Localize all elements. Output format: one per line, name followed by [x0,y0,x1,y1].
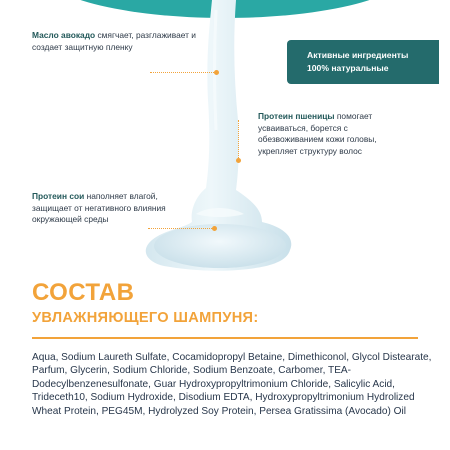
wheat-connector-dot [236,158,241,163]
wheat-note-lead: Протеин пшеницы [258,111,335,121]
ingredients-list: Aqua, Sodium Laureth Sulfate, Cocamidopropyl Betaine, Dimethiconol, Glycol Distearate, Parfum, Glycerin, Sodium Chloride, Sodium Benzoate, Carbomer, TEA-Dodecylbenzenesulfonate, Guar Hydroxypropyltrimonium Chloride, Salicylic Acid, Trideceth10, Sodium Hydroxide, Disodium EDTA, Hydroxypropyltrimonium Hydrolized Wheat Protein, PEG45M, Hydrolyzed Soy Protein, Persea Gratissima (Avocado) Oil [32,352,432,417]
wheat-note [258,111,408,157]
active-badge-line2: 100% натуральные [307,63,389,73]
composition-title: СОСТАВ [32,279,135,306]
soy-connector-h [148,228,214,229]
wheat-connector-v [238,120,239,160]
soy-note [32,191,172,226]
avocado-note-text: смягчает, разглаживает и создает защитную пленку [32,30,196,52]
active-badge-line1: Активные ингредиенты [307,50,409,60]
wheat-note-text: помогает усваиваться, борется с обезвоживанием кожи головы, укрепляет структуру волос [258,111,377,156]
divider [32,337,418,339]
soy-connector-dot [212,226,217,231]
composition-subtitle: УВЛАЖНЯЮЩЕГО ШАМПУНЯ: [32,310,259,326]
avocado-note [32,30,207,53]
active-ingredients-badge [287,40,439,84]
soy-note-lead: Протеин сои [32,191,85,201]
soy-note-text: наполняет влагой, защищает от негативного влияния окружающей среды [32,191,166,224]
avocado-connector-h [150,72,216,73]
avocado-connector-dot [214,70,219,75]
avocado-note-lead: Масло авокадо [32,30,96,40]
